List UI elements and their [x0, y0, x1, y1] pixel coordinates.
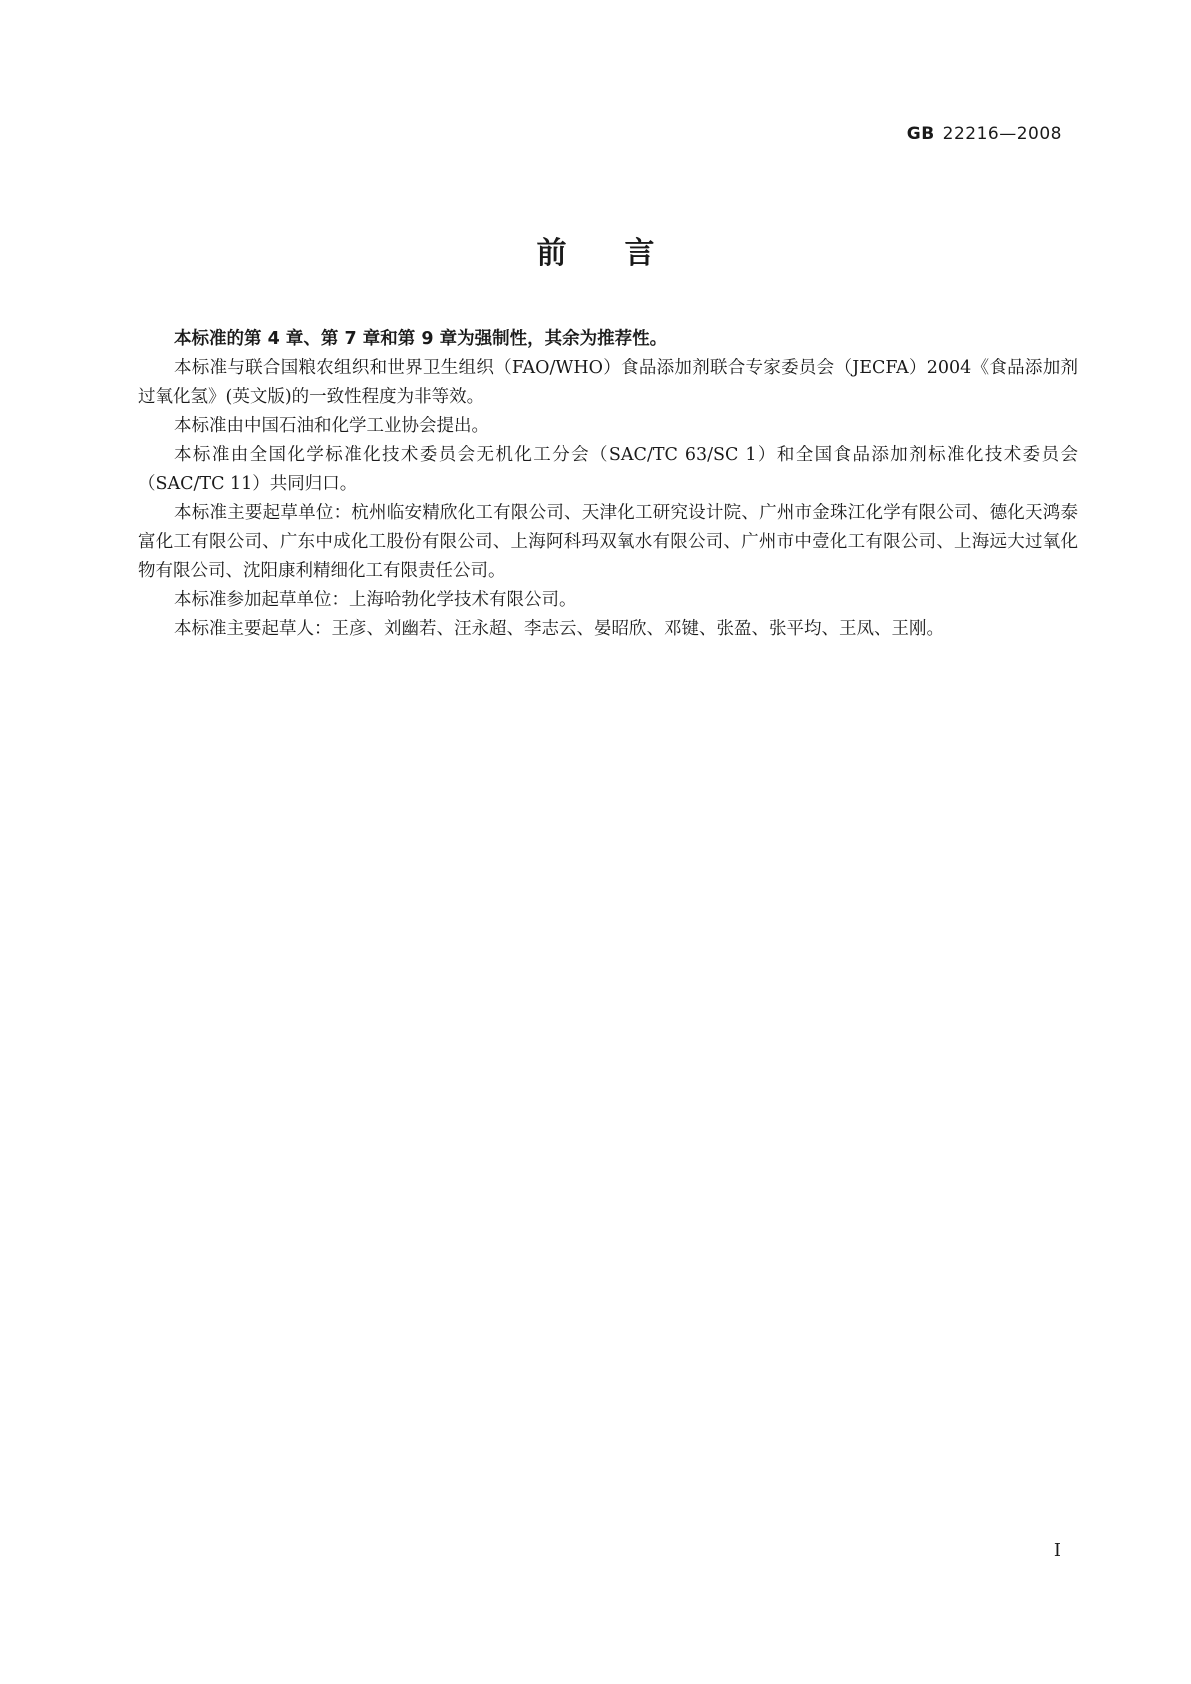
paragraph-main-drafters: 本标准主要起草单位：杭州临安精欣化工有限公司、天津化工研究设计院、广州市金珠江化学有限公司、德化天鸿泰富化工有限公司、广东中成化工股份有限公司、上海阿科玛双氧水有限公司、广州市中壹化工有限公司、上海远大过氧化物有限公司、沈阳康利精细化工有限责任公司。 [138, 503, 1078, 581]
paragraph-consistency: 本标准与联合国粮农组织和世界卫生组织（FAO/WHO）食品添加剂联合专家委员会（JECFA）2004《食品添加剂 过氧化氢》(英文版)的一致性程度为非等效。 [138, 358, 1096, 407]
paragraph-proposer: 本标准由中国石油和化学工业协会提出。 [174, 416, 489, 436]
standard-code: 22216—2008 [942, 124, 1062, 144]
standard-prefix: GB [906, 124, 935, 144]
foreword-body [138, 325, 1096, 644]
paragraph-committee: 本标准由全国化学标准化技术委员会无机化工分会（SAC/TC 63/SC 1）和全国食品添加剂标准化技术委员会（SAC/TC 11）共同归口。 [138, 445, 1078, 494]
page-number: I [1053, 1540, 1061, 1561]
paragraph-drafting-persons: 本标准主要起草人：王彦、刘幽若、汪永超、李志云、晏昭欣、邓键、张盈、张平均、王凤、王刚。 [174, 619, 944, 639]
paragraph-participating-drafters: 本标准参加起草单位：上海哈勃化学技术有限公司。 [174, 590, 577, 610]
standard-number [907, 124, 1062, 144]
page-title: 前言 [536, 236, 713, 271]
paragraph-mandatory-clause: 本标准的第 4 章、第 7 章和第 9 章为强制性，其余为推荐性。 [174, 329, 668, 349]
